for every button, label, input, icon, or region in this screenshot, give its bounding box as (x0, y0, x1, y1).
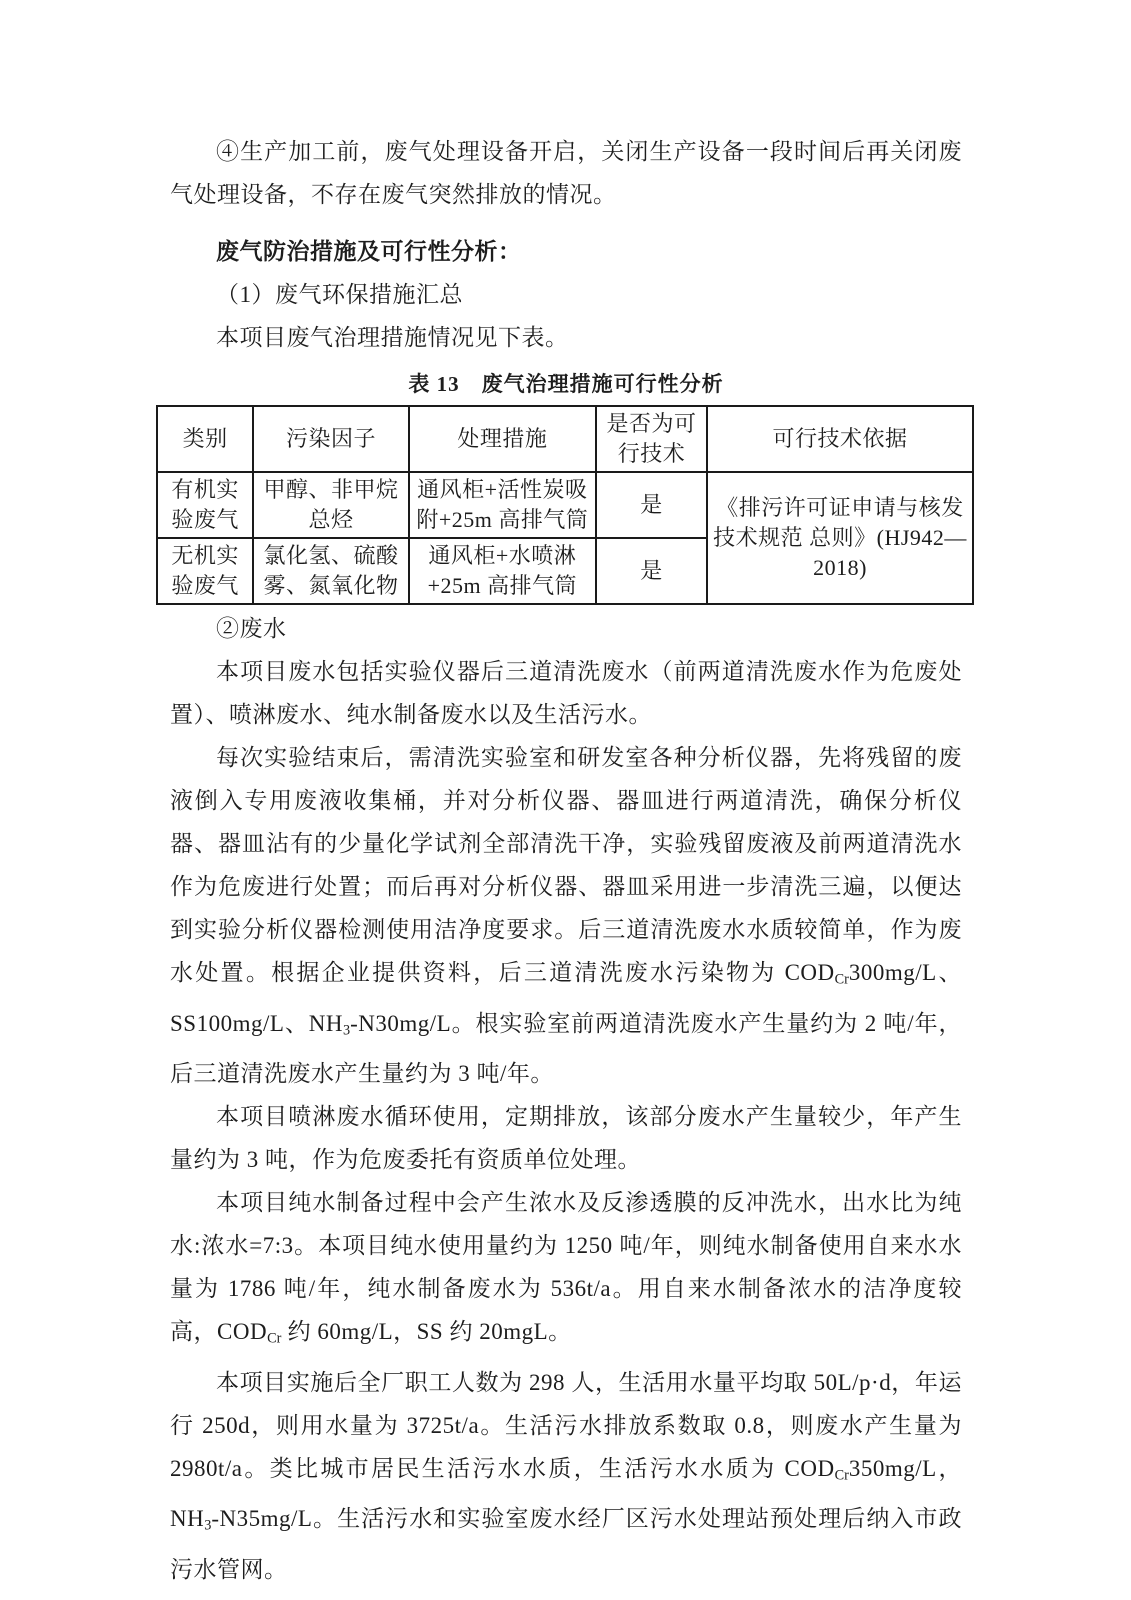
paragraph-table-intro: 本项目废气治理措施情况见下表。 (216, 325, 569, 350)
cell-feasible-inorganic: 是 (596, 538, 707, 604)
section-heading-waste-gas: 废气防治措施及可行性分析： (216, 239, 522, 264)
cell-feasible-organic: 是 (596, 472, 707, 538)
header-category: 类别 (157, 406, 253, 472)
header-pollutants: 污染因子 (253, 406, 408, 472)
cell-category-organic: 有机实验废气 (157, 472, 253, 538)
table-row (157, 472, 973, 538)
text-run: -N30mg/L。根实验室前两道清洗废水产生量约为 2 吨/年，后三道清洗废水产生量约为 3 吨/年。 (170, 1010, 962, 1087)
text-run: 每次实验结束后，需清洗实验室和研发室各种分析仪器，先将残留的废液倒入专用废液收集桶，并对分析仪器、器皿进行两道清洗，确保分析仪器、器皿沾有的少量化学试剂全部清洗干净，实验残留废液及前两道清洗水作为危废进行处置；而后再对分析仪器、器皿采用进一步清洗三遍，以便达到实验分析仪器检测使用洁净度要求。后三道清洗废水水质较简单，作为废水处置。根据企业提供资料，后三道清洗废水污染物为 COD (170, 745, 962, 985)
subscript-text: 3 (342, 1022, 351, 1039)
subheading-wastewater: ②废水 (216, 616, 287, 641)
cell-pollutants-organic: 甲醇、非甲烷总烃 (253, 472, 408, 538)
text-run: 本项目实施后全厂职工人数为 298 人，生活用水量平均取 50L/p·d，年运行 250d，则用水量为 3725t/a。生活污水排放系数取 0.8，则废水产生量为 2980t/a。类比城市居民生活污水水质，生活污水水质为 COD (170, 1369, 962, 1481)
header-feasible: 是否为可行技术 (596, 406, 707, 472)
paragraph-production-note: ④生产加工前，废气处理设备开启，关闭生产设备一段时间后再关闭废气处理设备，不存在废气突然排放的情况。 (170, 139, 962, 207)
cell-category-inorganic: 无机实验废气 (157, 538, 253, 604)
header-basis: 可行技术依据 (707, 406, 973, 472)
waste-gas-treatment-table (156, 405, 974, 605)
text-run: 本项目纯水制备过程中会产生浓水及反渗透膜的反冲洗水，出水比为纯水:浓水=7:3。本项目纯水使用量约为 1250 吨/年，则纯水制备使用自来水水量为 1786 吨/年，纯水制备废水为 536t/a。用自来水制备浓水的洁净度较高，COD (170, 1190, 962, 1345)
cell-pollutants-inorganic: 氯化氢、硫酸雾、氮氧化物 (253, 538, 408, 604)
paragraph-cleaning-wastewater (170, 736, 962, 1095)
text-run: 350mg/L，NH (170, 1455, 962, 1532)
paragraph-purewater-wastewater (170, 1181, 962, 1361)
table-header-row (157, 406, 973, 472)
header-measures: 处理措施 (409, 406, 596, 472)
subscript-text: Cr (834, 1467, 849, 1484)
cell-measures-inorganic: 通风柜+水喷淋+25m 高排气筒 (409, 538, 596, 604)
subscript-text: 3 (204, 1517, 212, 1534)
cell-technical-basis: 《排污许可证申请与核发技术规范 总则》(HJ942—2018) (707, 472, 973, 604)
paragraph-spray-wastewater: 本项目喷淋废水循环使用，定期排放，该部分废水产生量较少，年产生量约为 3 吨，作为危废委托有资质单位处理。 (170, 1104, 962, 1173)
cell-measures-organic: 通风柜+活性炭吸附+25m 高排气筒 (409, 472, 596, 538)
paragraph-domestic-wastewater (170, 1361, 962, 1591)
table-caption: 表 13 废气治理措施可行性分析 (408, 372, 724, 396)
text-run: 约 60mg/L，SS 约 20mgL。 (281, 1319, 572, 1345)
subscript-text: Cr (267, 1330, 282, 1347)
subscript-text: Cr (834, 971, 849, 988)
paragraph-wastewater-overview: 本项目废水包括实验仪器后三道清洗废水（前两道清洗废水作为危废处置）、喷淋废水、纯水制备废水以及生活污水。 (170, 659, 962, 727)
subheading-measures-summary: （1）废气环保措施汇总 (216, 282, 463, 307)
text-run: -N35mg/L。生活污水和实验室废水经厂区污水处理站预处理后纳入市政污水管网。 (170, 1506, 962, 1582)
text-run: 300mg/L、SS100mg/L、NH (170, 960, 962, 1036)
